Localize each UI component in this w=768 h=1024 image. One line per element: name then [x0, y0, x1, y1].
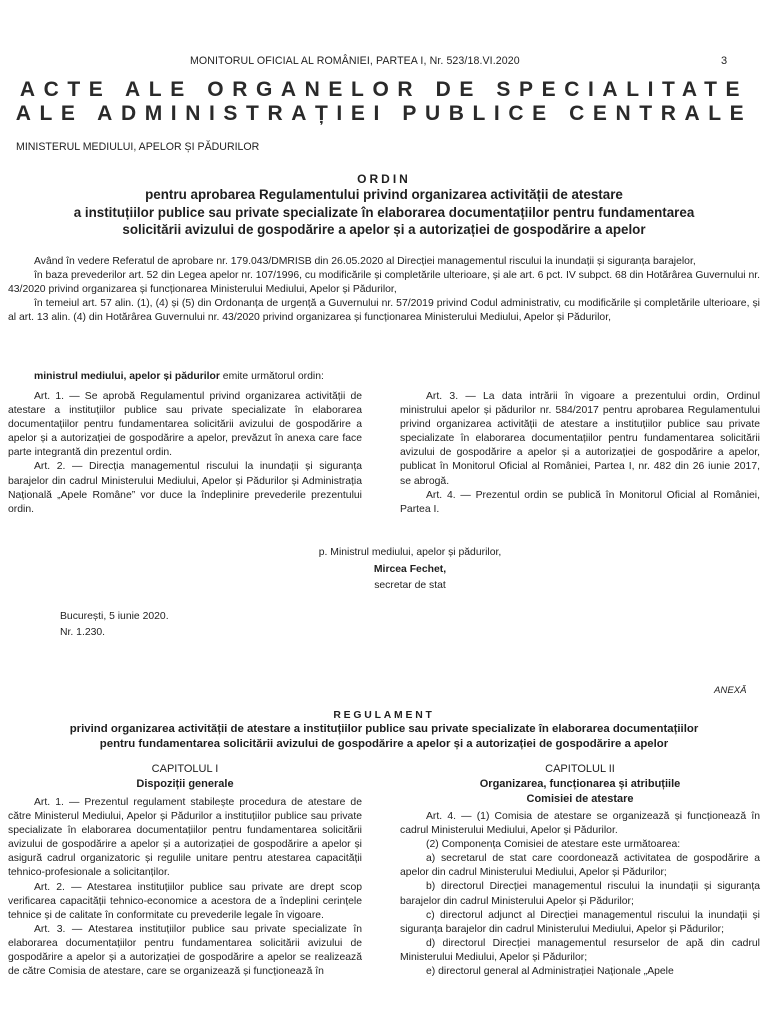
preamble-paragraph-3: în temeiul art. 57 alin. (1), (4) și (5) din Ordonanța de urgență a Guvernului nr. 57/2019 privind Codul administrativ, cu modificările și completările ulterioare, și al art. 13 alin. (4) din Hotărârea Guvernului nr. 43/2020 privind organizarea și funcționarea Ministerului Mediului, Apelor și Pădurilor, — [8, 298, 760, 324]
regulament-article-4: Art. 4. — (1) Comisia de atestare se organizează și funcționează în cadrul Ministerului Mediului, Apelor și Pădurilor. — [400, 811, 760, 837]
chapter-2-title-line1: Organizarea, funcționarea și atribuțiile — [479, 778, 681, 790]
order-number: Nr. 1.230. — [60, 627, 106, 638]
chapter-2-body — [400, 810, 760, 979]
page-number: 3 — [721, 55, 728, 67]
regulament-title — [0, 722, 768, 752]
emitent-rest: emite următorul ordin: — [219, 371, 324, 382]
ordin-article-1: Art. 1. — Se aprobă Regulamentul privind organizarea activității de atestare a instituțiilor publice sau private specializate în elaborarea documentațiilor pentru fundamentarea solicitării avizului de gospodărire a apelor și a autorizației de gospodărire a apelor, prevăzut în anexa care face parte integrantă din prezentul ordin. — [8, 391, 362, 459]
regulament-article-4-para-2: (2) Componența Comisiei de atestare este următoarea: — [426, 839, 681, 851]
preamble-paragraph-1: Având în vedere Referatul de aprobare nr. 179.043/DMRISB din 26.05.2020 al Direcției managementul riscului la inundații și siguranța barajelor, — [34, 256, 696, 267]
anexa-label: ANEXĂ — [714, 685, 747, 696]
chapter-1-label: CAPITOLUL I — [151, 763, 219, 775]
commission-member-a: a) secretarul de stat care coordonează activitatea de gospodărire a apelor din cadrul Ministerului Mediului, Apelor și Pădurilor; — [400, 853, 760, 879]
regulament-article-1: Art. 1. — Prezentul regulament stabilește procedura de atestare de către Ministerul Mediului, Apelor și Pădurilor a instituțiilor publice sau private specializate în elaborarea documentațiilor pentru fundamentarea solicitării avizului de gospodărire a apelor și a autorizației de gospodărire a apelor și asigură cadrul organizatoric și regulile unitare pentru atestarea capacității tehnico-profesionale a solicitanților. — [8, 797, 362, 879]
chapter-2-heading — [400, 762, 760, 807]
ordin-title-line2: a instituțiilor publice sau private specializate în elaborarea documentațiilor pentru fundamentarea — [73, 204, 695, 220]
chapter-1-body — [8, 796, 362, 979]
emitent-minister: ministrul mediului, apelor și pădurilor — [34, 371, 220, 382]
running-head: MONITORUL OFICIAL AL ROMÂNIEI, PARTEA I, Nr. 523/18.VI.2020 — [190, 55, 520, 67]
preamble — [8, 255, 760, 325]
signature-role: secretar de stat — [374, 580, 446, 591]
signature-title: p. Ministrul mediului, apelor și pădurilor, — [318, 547, 502, 558]
section-title-line1: ACTE ALE ORGANELOR DE SPECIALITATE — [19, 78, 749, 101]
chapter-1-title: Dispoziții generale — [136, 778, 234, 790]
ordin-title-line3: solicitării avizului de gospodărire a apelor și a autorizației de gospodărire a apelor — [122, 222, 646, 238]
ordin-label: ORDIN — [357, 172, 411, 186]
ordin-article-4: Art. 4. — Prezentul ordin se publică în Monitorul Oficial al României, Partea I. — [400, 489, 760, 515]
commission-member-d: d) directorul Direcției managementul resurselor de apă din cadrul Ministerului Mediului, Apelor și Pădurilor; — [400, 937, 760, 963]
ordin-title-line1: pentru aprobarea Regulamentului privind organizarea activității de atestare — [145, 187, 623, 202]
chapter-2-title-line2: Comisiei de atestare — [526, 793, 634, 805]
preamble-paragraph-2: în baza prevederilor art. 52 din Legea apelor nr. 107/1996, cu modificările și completările ulterioare, și ale art. 6 pct. IV subpct. 68 din Hotărârea Guvernului nr. 43/2020 privind organizarea și funcționarea Ministerului Mediului, Apelor și Pădurilor, — [8, 270, 761, 296]
ordin-article-3: Art. 3. — La data intrării în vigoare a prezentului ordin, Ordinul ministrului apelor și pădurilor nr. 584/2017 pentru aprobarea Regulamentului privind organizarea activității de atestare a instituțiilor publice sau private specializate în elaborarea documentațiilor pentru fundamentarea solicitării avizului de gospodărire a apelor și a autorizației de gospodărire a apelor, publicat în Monitorul Oficial al României, Partea I, nr. 482 din 26 iunie 2017, se abrogă. — [400, 391, 760, 487]
chapter-2-label: CAPITOLUL II — [545, 763, 615, 775]
signature-name: Mircea Fechet, — [373, 564, 447, 575]
ordin-title — [0, 186, 768, 239]
chapter-1-heading — [8, 762, 362, 792]
regulament-article-2: Art. 2. — Atestarea instituțiilor publice sau private are drept scop verificarea capacității tehnico-economice a acestora de a îndeplini cerințele tehnice și de calitate în conformitate cu prevederile legale în vigoare. — [8, 881, 362, 921]
commission-member-c: c) directorul adjunct al Direcției managementul riscului la inundații și siguranța barajelor din cadrul Ministerului Mediului, Apelor și Pădurilor; — [400, 909, 760, 935]
regulament-title-line1: privind organizarea activității de atestare a instituțiilor publice sau private specializate în elaborarea documentațiilor — [69, 723, 699, 735]
ordin-left-column — [8, 390, 362, 517]
section-title-line2: ALE ADMINISTRAȚIEI PUBLICE CENTRALE — [15, 102, 753, 125]
emitent-line — [34, 370, 324, 384]
regulament-article-3: Art. 3. — Atestarea instituțiilor publice sau private specializate în elaborarea documentațiilor pentru fundamentarea solicitării avizului de gospodărire a apelor și a autorizației de gospodărire a apelor se realizează de către Comisia de atestare, care se organizează și funcționează în — [8, 923, 362, 978]
regulament-label: REGULAMENT — [333, 710, 435, 721]
ordin-article-2: Art. 2. — Direcția managementul riscului la inundații și siguranța barajelor din cadrul Ministerului Mediului, Apelor și Pădurilor și Administrația Națională „Apele Române” vor duce la îndeplinire prevederile prezentului ordin. — [8, 461, 362, 515]
commission-member-e: e) directorul general al Administrației Naționale „Apele — [426, 966, 674, 978]
commission-member-b: b) directorul Direcției managementul riscului la inundații și siguranța barajelor din cadrul Ministerului Apelor și Pădurilor; — [400, 881, 760, 907]
place-date: București, 5 iunie 2020. — [60, 611, 169, 622]
ordin-right-column — [400, 390, 760, 517]
issuer-name: MINISTERUL MEDIULUI, APELOR ȘI PĂDURILOR — [16, 141, 260, 153]
regulament-title-line2: pentru fundamentarea solicitării avizului de gospodărire a apelor și a autorizației de gospodărire a apelor — [99, 738, 669, 750]
